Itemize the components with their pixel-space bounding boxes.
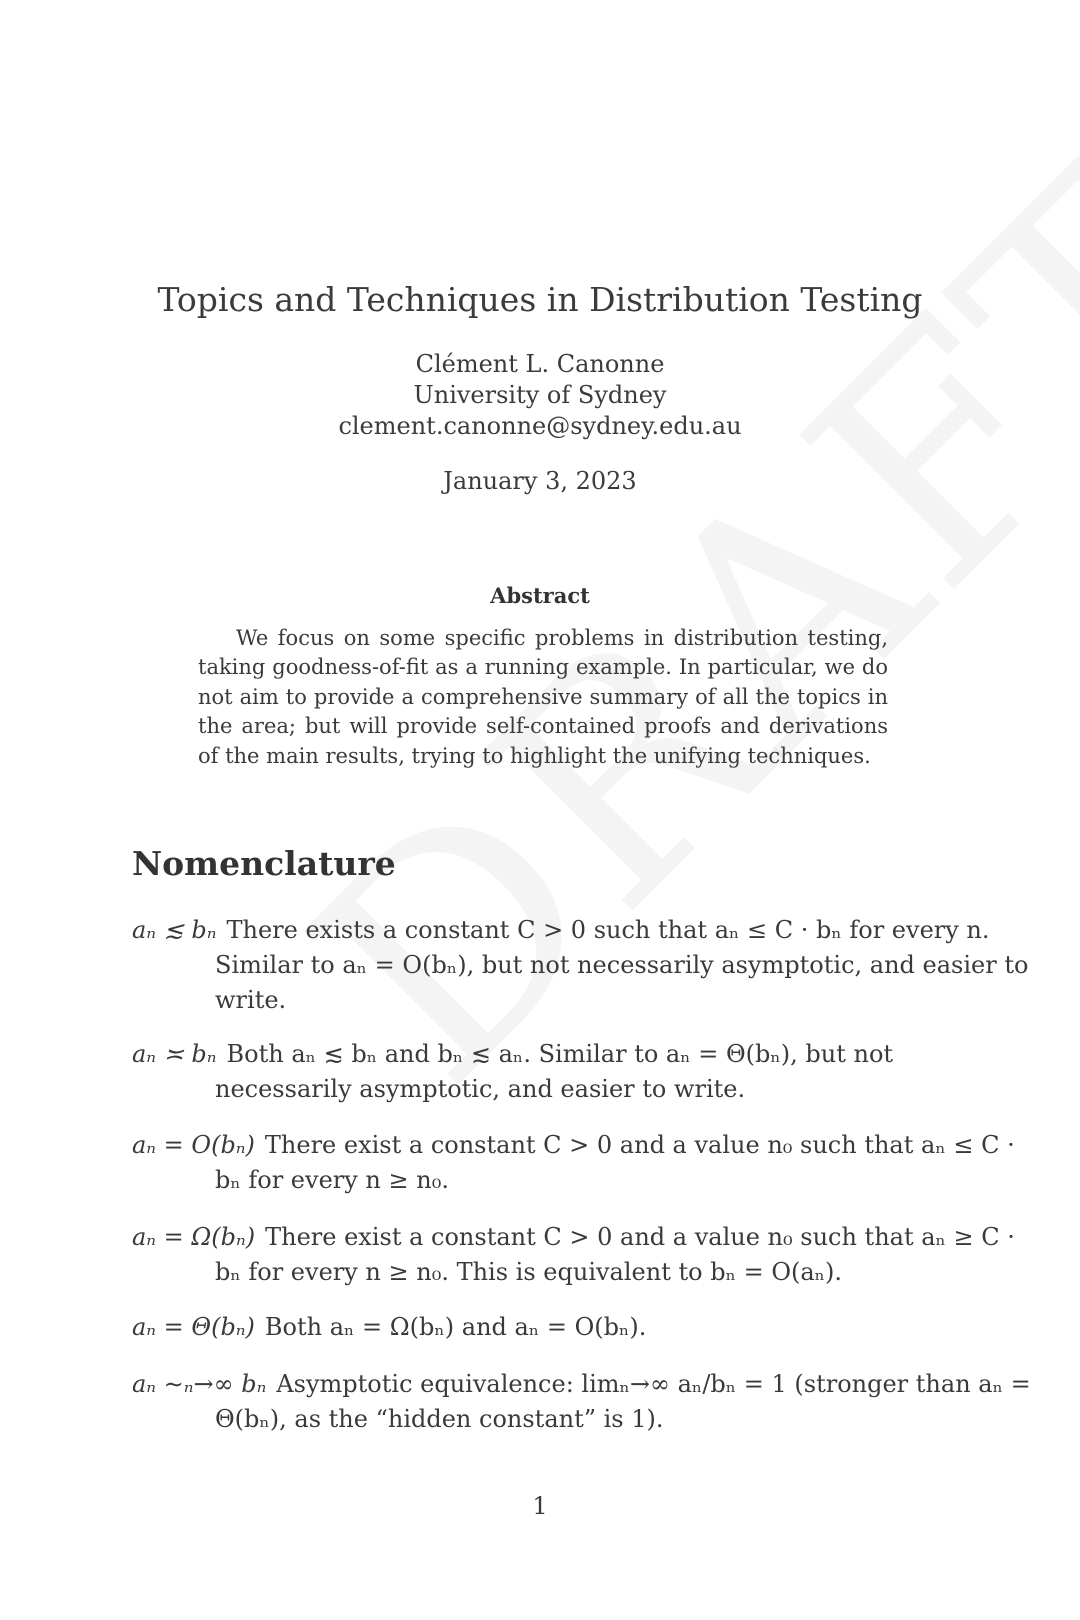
nomenclature-entry <box>132 913 1037 1018</box>
paper-title: Topics and Techniques in Distribution Testing <box>157 280 923 319</box>
nomenclature-term: aₙ ≍ bₙ <box>132 1040 217 1068</box>
author-affiliation: University of Sydney <box>413 381 667 409</box>
nomenclature-term: aₙ ∼ₙ→∞ bₙ <box>132 1370 267 1398</box>
nomenclature-description: There exist a constant C > 0 and a value n₀ such that aₙ ≥ C · bₙ for every n ≥ n₀. This is equivalent to bₙ = O(aₙ). <box>215 1223 1015 1286</box>
page-number: 1 <box>532 1492 548 1520</box>
abstract-text: We focus on some specific problems in distribution testing, taking goodness-of-fit as a running example. In particular, we do not aim to provide a comprehensive summary of all the topics in the area; but will provide self-contained proofs and derivations of the main results, trying to highlight the unifying techniques. <box>198 626 888 768</box>
nomenclature-description: There exist a constant C > 0 and a value n₀ such that aₙ ≤ C · bₙ for every n ≥ n₀. <box>215 1131 1015 1194</box>
nomenclature-entry <box>132 1220 1037 1290</box>
nomenclature-description: There exists a constant C > 0 such that aₙ ≤ C · bₙ for every n. Similar to aₙ = O(bₙ), but not necessarily asymptotic, and easier to write. <box>215 916 1029 1014</box>
nomenclature-description: Both aₙ = Ω(bₙ) and aₙ = O(bₙ). <box>264 1313 647 1341</box>
nomenclature-term: aₙ ≲ bₙ <box>132 916 217 944</box>
author-name: Clément L. Canonne <box>415 350 665 378</box>
nomenclature-entry <box>132 1310 1037 1345</box>
nomenclature-entry <box>132 1367 1037 1437</box>
nomenclature-term: aₙ = O(bₙ) <box>132 1131 255 1159</box>
author-email: clement.canonne@sydney.edu.au <box>338 412 742 440</box>
nomenclature-description: Asymptotic equivalence: limₙ→∞ aₙ/bₙ = 1 (stronger than aₙ = Θ(bₙ), as the “hidden constant” is 1). <box>215 1370 1031 1433</box>
abstract-heading: Abstract <box>490 583 590 608</box>
nomenclature-entry <box>132 1037 1037 1107</box>
nomenclature-description: Both aₙ ≲ bₙ and bₙ ≲ aₙ. Similar to aₙ = Θ(bₙ), but not necessarily asymptotic, and easier to write. <box>215 1040 894 1103</box>
nomenclature-term: aₙ = Θ(bₙ) <box>132 1313 255 1341</box>
nomenclature-term: aₙ = Ω(bₙ) <box>132 1223 256 1251</box>
section-heading: Nomenclature <box>132 844 396 883</box>
nomenclature-entry <box>132 1128 1037 1198</box>
paper-date: January 3, 2023 <box>443 467 637 495</box>
